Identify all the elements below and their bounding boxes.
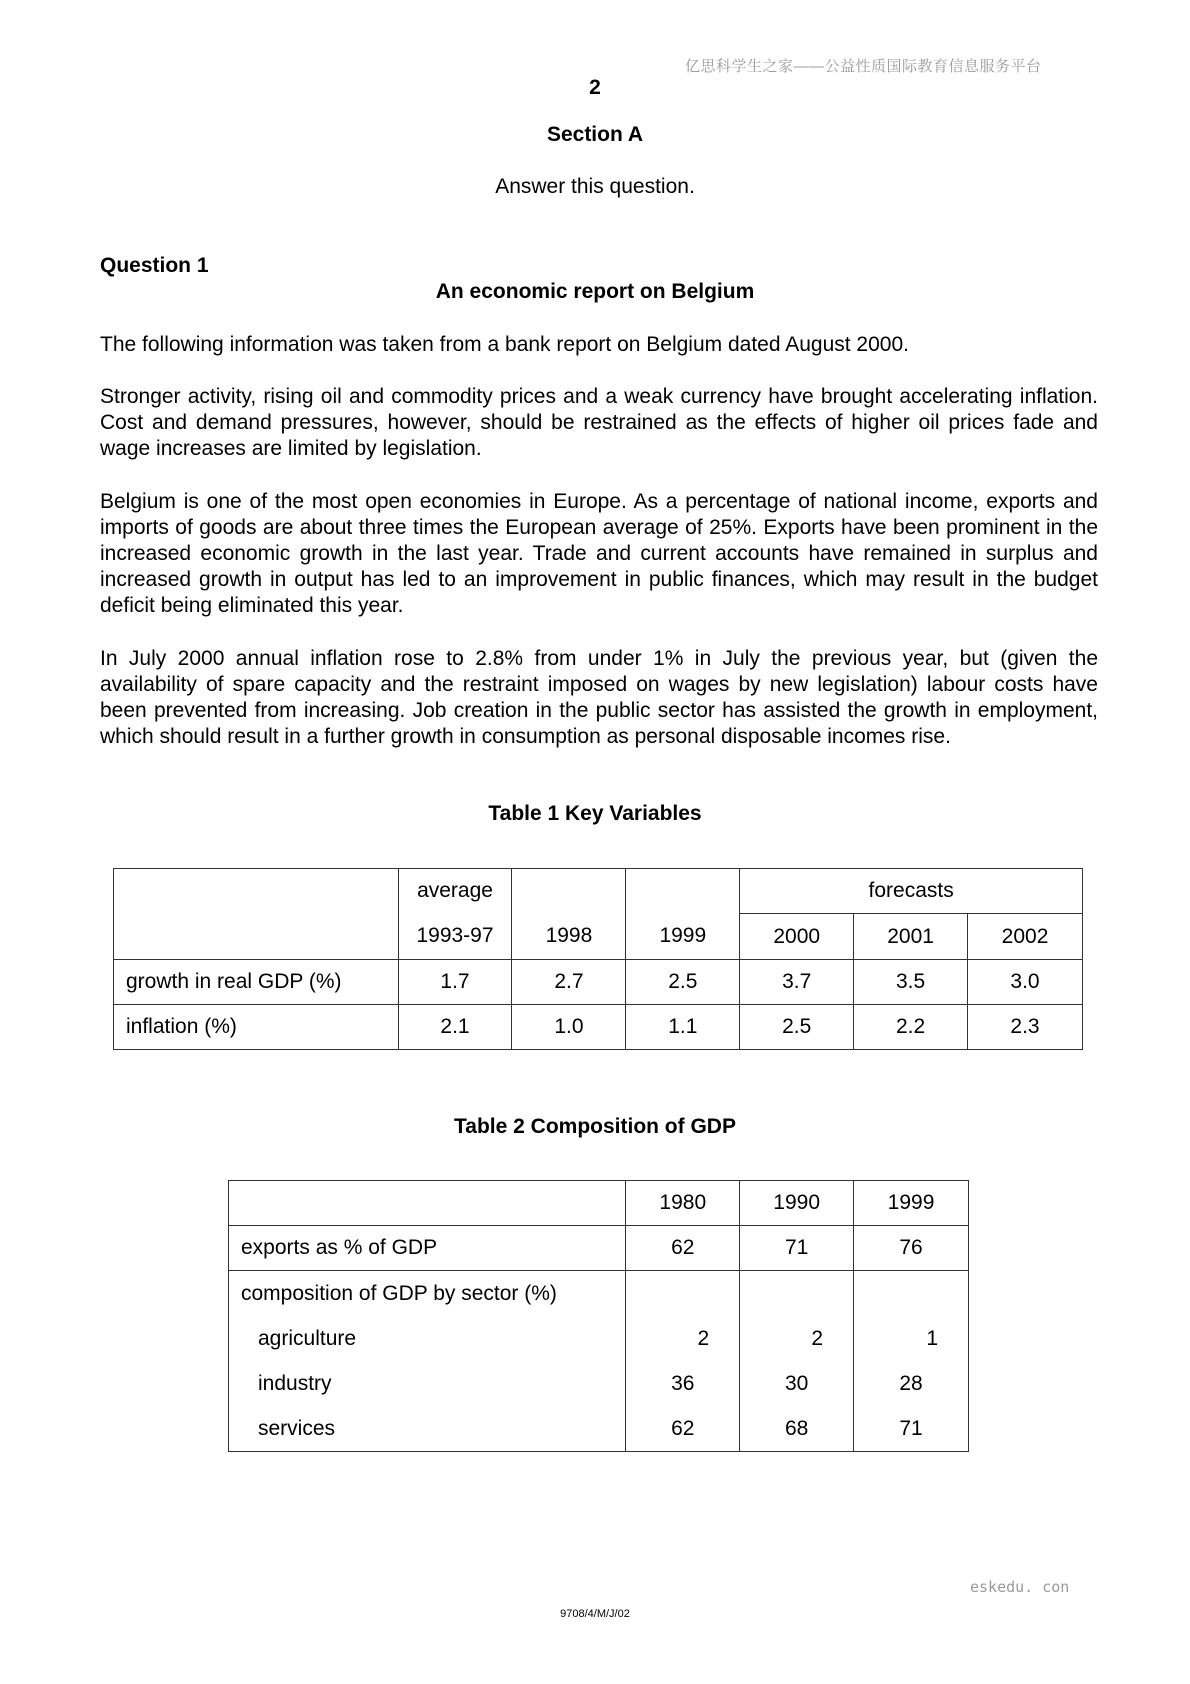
- column-header-year: 1993-97: [398, 914, 512, 960]
- page-number: 2: [589, 76, 601, 99]
- document-code: 9708/4/M/J/02: [560, 1608, 630, 1620]
- table-cell: 3.7: [740, 960, 854, 1005]
- column-header-year: 2002: [968, 914, 1083, 960]
- table-cell: 1.1: [626, 1005, 740, 1050]
- report-title: An economic report on Belgium: [435, 280, 755, 303]
- table-row: [114, 1005, 1083, 1050]
- paragraph-labour: In July 2000 annual inflation rose to 2.8% from under 1% in July the previous year, but (given the availability of spare capacity and the restraint imposed on wages by new legislation) labour costs have been prevented from increasing. Job creation in the public sector has assisted the growth in employment, which should result in a further growth in consumption as personal disposable incomes rise.: [100, 647, 1098, 748]
- sector-value-cell: [854, 1271, 969, 1452]
- column-header-year: 1999: [626, 869, 740, 960]
- column-header-year: 1999: [854, 1181, 969, 1226]
- table-cell: 62: [671, 1417, 695, 1440]
- table-cell: 71: [899, 1417, 923, 1440]
- sector-value-cell: [740, 1271, 854, 1452]
- table-cell: 2.5: [740, 1005, 854, 1050]
- column-header-year: 2001: [854, 914, 968, 960]
- column-header-average: average: [398, 869, 512, 914]
- table-cell: 68: [784, 1417, 809, 1440]
- table-cell: 2.1: [398, 1005, 512, 1050]
- table-cell: 2: [697, 1327, 710, 1350]
- table-cell: 3.5: [854, 960, 968, 1005]
- table-cell: 3.0: [968, 960, 1083, 1005]
- table-header-row: [229, 1181, 969, 1226]
- watermark-footer: eskedu. con: [970, 1578, 1070, 1596]
- table-cell: 2.2: [854, 1005, 968, 1050]
- table-cell: 1.0: [512, 1005, 626, 1050]
- paragraph-intro: The following information was taken from a bank report on Belgium dated August 2000.: [100, 333, 909, 356]
- table-corner-cell: [114, 869, 399, 960]
- table2-caption: Table 2 Composition of GDP: [454, 1115, 736, 1138]
- paragraph-inflation: Stronger activity, rising oil and commodity prices and a weak currency have brought accelerating inflation. Cost and demand pressures, however, should be restrained as the effects of higher oil prices fade and wage increases are limited by legislation.: [100, 385, 1098, 460]
- gdp-composition-table: [228, 1180, 969, 1452]
- table-row: [229, 1226, 969, 1271]
- table-cell: 30: [784, 1372, 809, 1395]
- table-cell: 76: [854, 1226, 969, 1271]
- table-cell: 36: [671, 1372, 695, 1395]
- table-row: [114, 960, 1083, 1005]
- column-header-year: 1980: [626, 1181, 740, 1226]
- column-header-year: 2000: [740, 914, 854, 960]
- table-corner-cell: [229, 1181, 626, 1226]
- paragraph-open-economy: Belgium is one of the most open economies in Europe. As a percentage of national income, exports and imports of goods are about three times the European average of 25%. Exports have been prominent in the increased economic growth in the last year. Trade and current accounts have remained in surplus and increased growth in output has led to an improvement in public finances, which may result in the budget deficit being eliminated this year.: [100, 490, 1098, 617]
- table-cell: 28: [899, 1372, 923, 1395]
- question-label: Question 1: [100, 254, 209, 277]
- table-cell: 2.7: [512, 960, 626, 1005]
- column-header-year: 1998: [512, 869, 626, 960]
- row-label: industry: [258, 1372, 332, 1395]
- table-cell: 62: [626, 1226, 740, 1271]
- table-cell: 1: [926, 1327, 938, 1350]
- table-header-row: [114, 869, 1083, 914]
- table-cell: 2: [811, 1327, 824, 1350]
- sector-value-cell: [626, 1271, 740, 1452]
- row-label: inflation (%): [114, 1005, 399, 1050]
- sector-label-cell: [229, 1271, 626, 1452]
- table-cell: 2.3: [968, 1005, 1083, 1050]
- row-label: growth in real GDP (%): [114, 960, 399, 1005]
- sector-heading: composition of GDP by sector (%): [241, 1282, 557, 1305]
- row-label: services: [258, 1417, 336, 1440]
- table-cell: 1.7: [398, 960, 512, 1005]
- table1-caption: Table 1 Key Variables: [488, 802, 702, 825]
- table-cell: 71: [740, 1226, 854, 1271]
- watermark-header: 亿思科学生之家——公益性质国际教育信息服务平台: [685, 58, 1042, 75]
- key-variables-table: [113, 868, 1083, 1050]
- instruction-text: Answer this question.: [495, 175, 695, 198]
- row-label: agriculture: [258, 1327, 357, 1350]
- table-cell: 2.5: [626, 960, 740, 1005]
- column-header-forecasts: forecasts: [740, 869, 1083, 914]
- section-title: Section A: [546, 123, 644, 146]
- table-row: [229, 1271, 969, 1452]
- column-header-year: 1990: [740, 1181, 854, 1226]
- row-label: exports as % of GDP: [229, 1226, 626, 1271]
